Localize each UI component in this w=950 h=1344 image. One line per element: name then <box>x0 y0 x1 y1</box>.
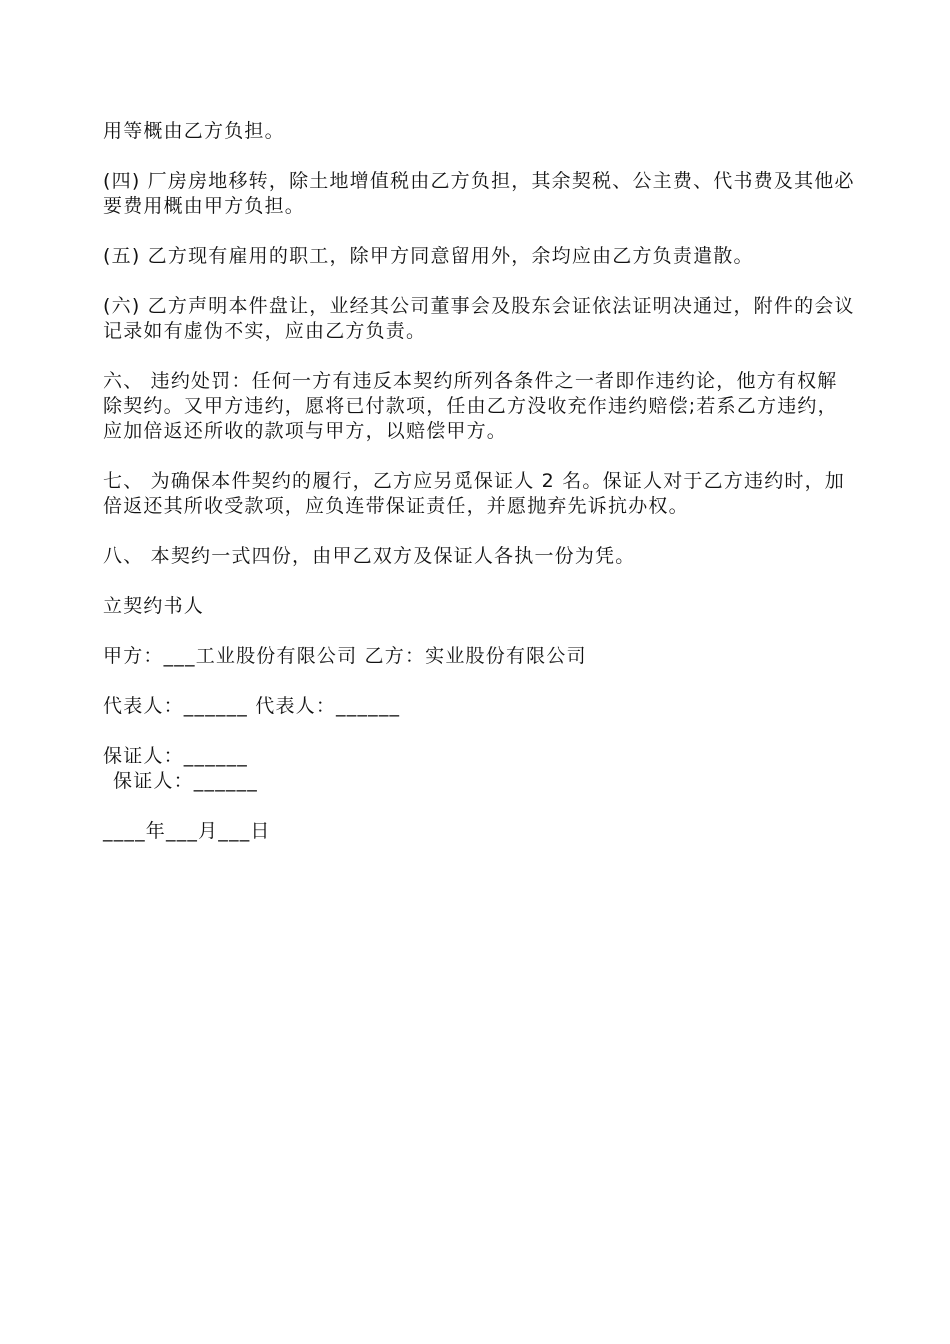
section-6-penalty: 六、 违约处罚：任何一方有违反本契约所列各条件之一者即作违约论，他方有权解除契约。又甲方违约，愿将已付款项，任由乙方没收充作违约赔偿;若系乙方违约，应加倍返还所收的款项与甲方，以赔偿甲方。 <box>103 370 838 442</box>
signature-parties: 甲方：___工业股份有限公司 乙方：实业股份有限公司 <box>103 645 587 667</box>
clause-5: (五) 乙方现有雇用的职工，除甲方同意留用外，余均应由乙方负责遣散。 <box>103 245 754 267</box>
signature-guarantor-2: 保证人：______ <box>113 770 259 792</box>
document-page <box>103 119 855 869</box>
section-8-copies: 八、 本契约一式四份，由甲乙双方及保证人各执一份为凭。 <box>103 545 636 567</box>
clause-6: (六) 乙方声明本件盘让，业经其公司董事会及股东会证依法证明决通过，附件的会议记录如有虚伪不实，应由乙方负责。 <box>103 295 855 342</box>
signature-date: ____年___月___日 <box>103 820 271 842</box>
section-7-guarantor: 七、 为确保本件契约的履行，乙方应另觅保证人 2 名。保证人对于乙方违约时，加倍返还其所收受款项，应负连带保证责任，并愿抛弃先诉抗办权。 <box>103 470 846 517</box>
signature-heading: 立契约书人 <box>103 595 205 617</box>
signature-guarantor-1: 保证人：______ <box>103 745 249 767</box>
paragraph-continuation: 用等概由乙方负担。 <box>103 120 285 142</box>
signature-representatives: 代表人：______ 代表人：______ <box>103 695 401 717</box>
clause-4: (四) 厂房房地移转，除土地增值税由乙方负担，其余契税、公主费、代书费及其他必要费用概由甲方负担。 <box>103 170 855 217</box>
